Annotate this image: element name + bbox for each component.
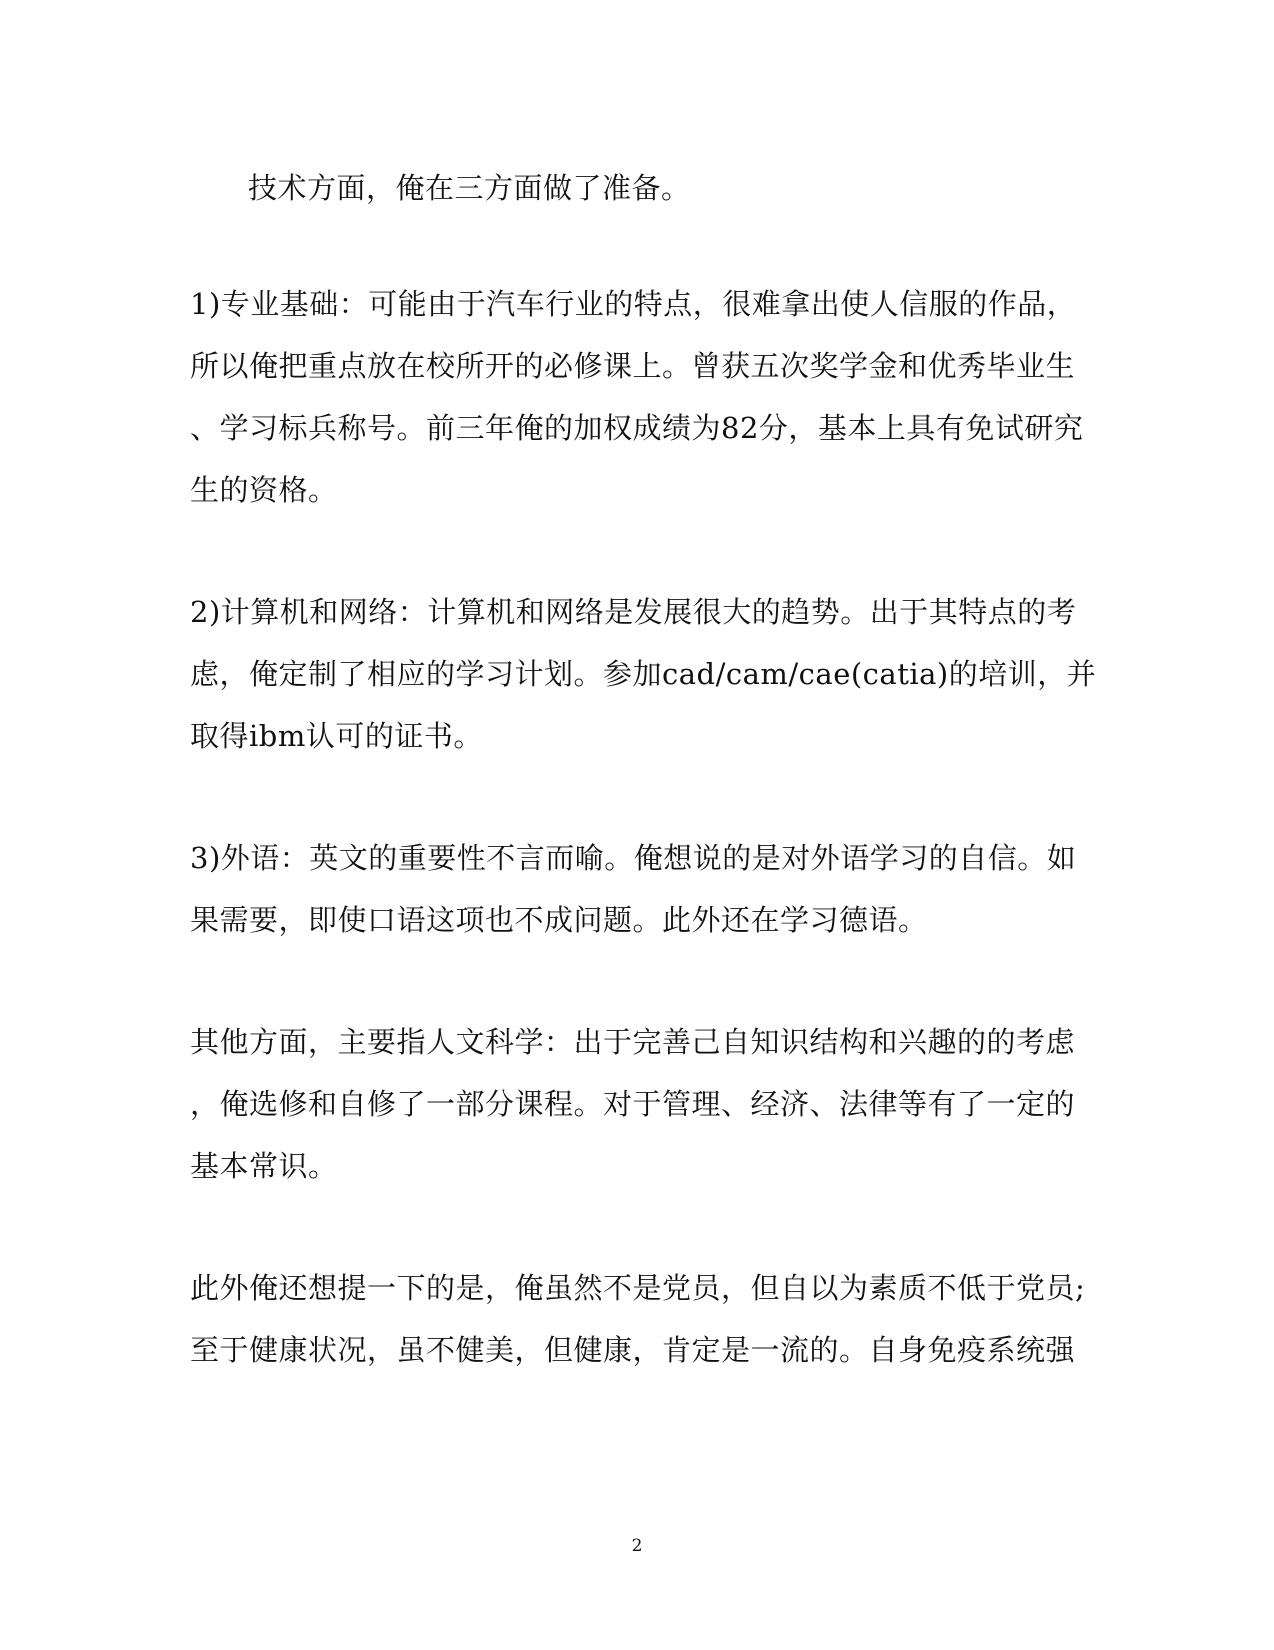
paragraph-professional-line: 生的资格。 [190, 473, 338, 507]
paragraph-humanities-line: 基本常识。 [190, 1149, 338, 1183]
paragraph-computer-line: 2)计算机和网络：计算机和网络是发展很大的趋势。出于其特点的考 [190, 595, 1077, 629]
paragraph-humanities-line: 其他方面，主要指人文科学：出于完善己自知识结构和兴趣的的考虑 [190, 1025, 1076, 1059]
paragraph-intro-line: 技术方面，俺在三方面做了准备。 [248, 171, 691, 205]
paragraph-language-line: 3)外语：英文的重要性不言而喻。俺想说的是对外语学习的自信。如 [190, 841, 1077, 875]
paragraph-humanities-line: ，俺选修和自修了一部分课程。对于管理、经济、法律等有了一定的 [190, 1087, 1076, 1121]
paragraph-computer-line: 取得ibm认可的证书。 [190, 719, 483, 753]
paragraph-professional-line: 1)专业基础：可能由于汽车行业的特点，很难拿出使人信服的作品， [190, 287, 1077, 321]
page-number: 2 [631, 1536, 643, 1556]
paragraph-other-line: 此外俺还想提一下的是，俺虽然不是党员，但自以为素质不低于党员; [190, 1271, 1086, 1305]
paragraph-language-line: 果需要，即使口语这项也不成问题。此外还在学习德语。 [190, 903, 928, 937]
paragraph-professional-line: 、学习标兵称号。前三年俺的加权成绩为82分，基本上具有免试研究 [190, 411, 1084, 445]
paragraph-professional-line: 所以俺把重点放在校所开的必修课上。曾获五次奖学金和优秀毕业生 [190, 349, 1076, 383]
paragraph-other-line: 至于健康状况，虽不健美，但健康，肯定是一流的。自身免疫系统强 [190, 1333, 1076, 1367]
paragraph-computer-line: 虑，俺定制了相应的学习计划。参加cad/cam/cae(catia)的培训，并 [190, 657, 1097, 691]
